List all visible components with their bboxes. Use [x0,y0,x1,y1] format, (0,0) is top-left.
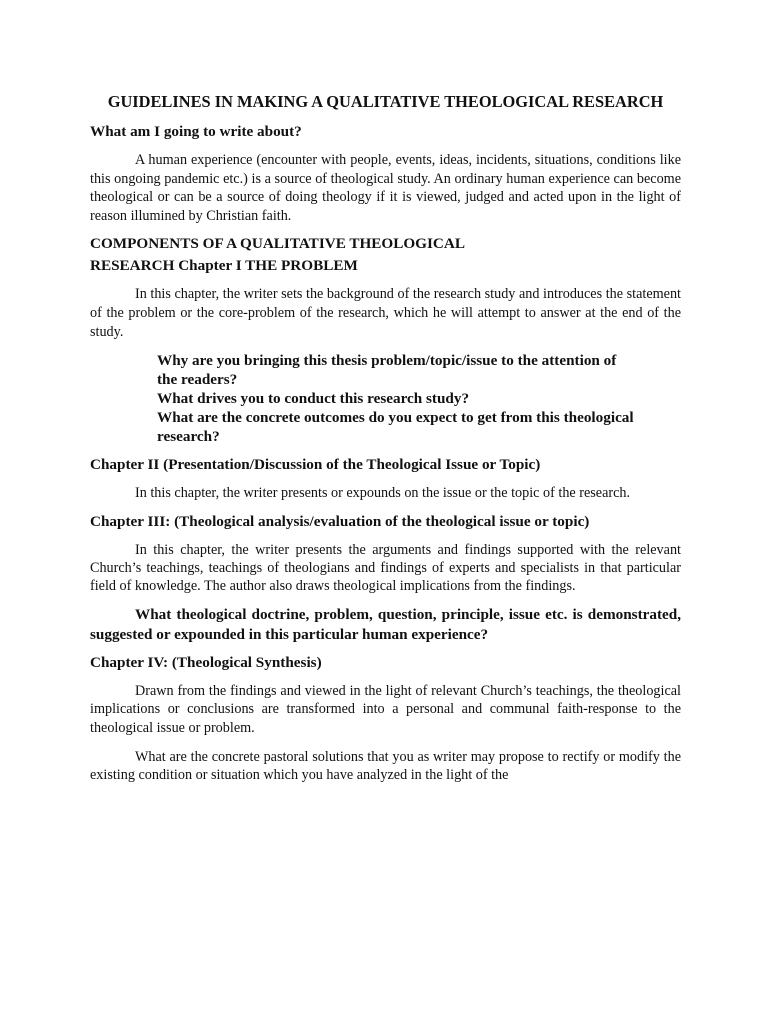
chapter2-paragraph: In this chapter, the writer presents or expounds on the issue or the topic of the research. [135,485,631,502]
chapter4-paragraph-2: What are the concrete pastoral solutions that you as writer may propose to rectify or modify the existing condition or situation which you have analyzed in the light of the [90,748,681,784]
write-about-heading: What am I going to write about? [90,123,302,140]
chapter4-heading: Chapter IV: (Theological Synthesis) [90,653,322,671]
chapter4-paragraph: Drawn from the findings and viewed in the light of relevant Church’s teachings, the theological implications or conclusions are transformed into a personal and communal faith-response to the theological issue or problem. [90,682,681,736]
chapter1-question: What drives you to conduct this research study? [157,390,470,408]
document-page [90,91,681,795]
document-title: GUIDELINES IN MAKING A QUALITATIVE THEOLOGICAL RESEARCH [107,92,664,111]
chapter3-heading: Chapter III: (Theological analysis/evaluation of the theological issue or topic) [90,512,590,530]
chapter1-paragraph: In this chapter, the writer sets the background of the research study and introduces the statement of the problem or the core-problem of the research, which he will attempt to answer at the end of the study. [90,286,681,340]
chapter2-heading: Chapter II (Presentation/Discussion of the Theological Issue or Topic) [90,456,541,474]
chapter1-heading: RESEARCH Chapter I THE PROBLEM [90,257,358,275]
chapter1-questions [157,351,637,446]
intro-paragraph: A human experience (encounter with people, events, ideas, incidents, situations, conditions like this ongoing pandemic etc.) is a source of theological study. An ordinary human experience can become theological or can be a source of doing theology if it is viewed, judged and acted upon in the light of reason illumined by Christian faith. [90,152,681,224]
components-heading: COMPONENTS OF A QUALITATIVE THEOLOGICAL [90,235,465,253]
chapter1-question: Why are you bringing this thesis problem/topic/issue to the attention of the readers? [157,352,617,389]
chapter3-question: What theological doctrine, problem, question, principle, issue etc. is demonstrated, suggested or expounded in this particular human experience? [90,606,681,643]
chapter3-paragraph: In this chapter, the writer presents the arguments and findings supported with the relevant Church’s teachings, teachings of theologians and findings of experts and specialists in that particular field of knowledge. The author also draws theological implications from the findings. [90,541,681,595]
chapter1-question: What are the concrete outcomes do you expect to get from this theological research? [157,409,634,446]
